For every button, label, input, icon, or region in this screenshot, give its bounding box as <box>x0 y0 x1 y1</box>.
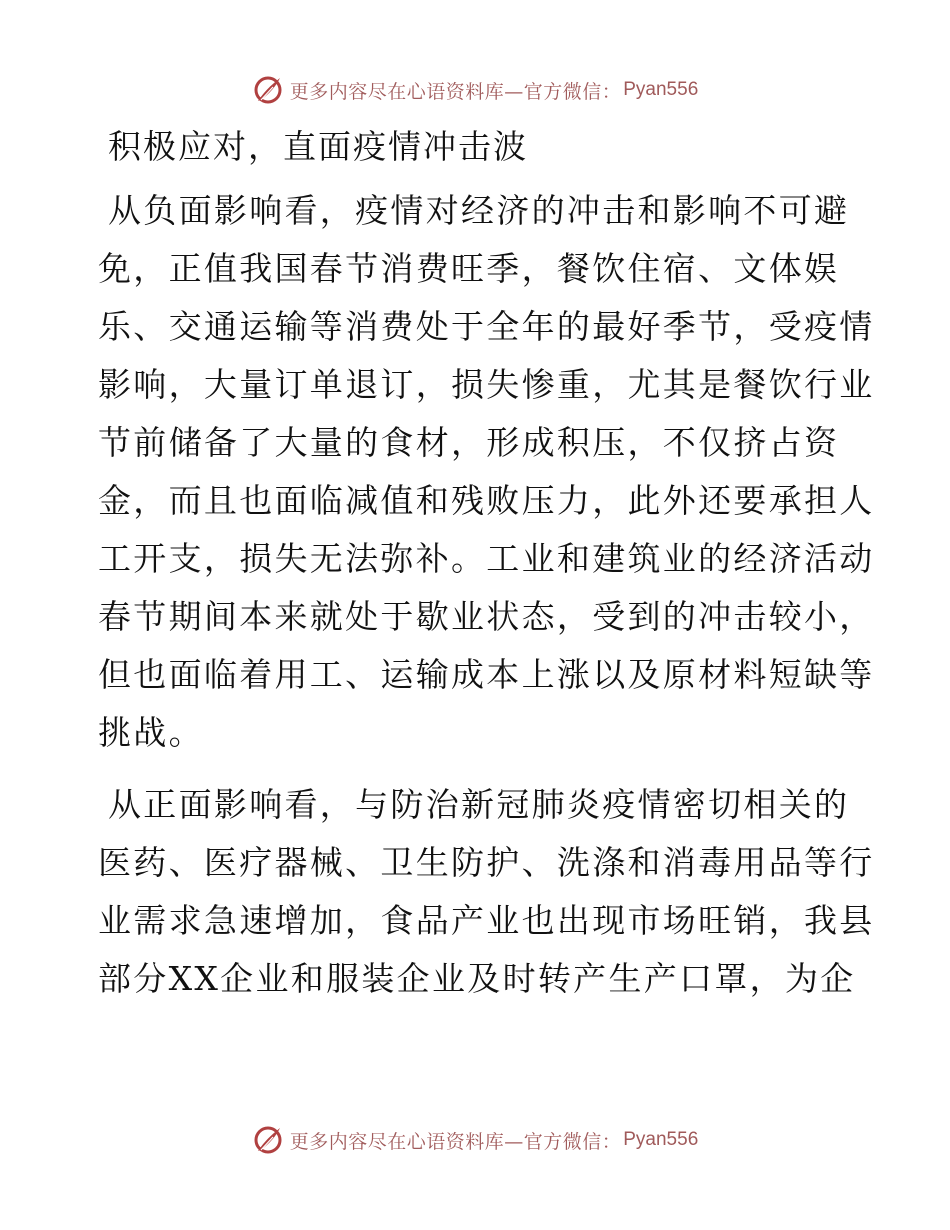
feather-pen-circle-icon <box>252 74 284 106</box>
document-body <box>98 118 875 1022</box>
text-line: 医药、医疗器械、卫生防护、洗涤和消毒用品等行 <box>98 843 875 882</box>
text-line: 业需求急速增加，食品产业也出现市场旺销，我县 <box>98 901 875 940</box>
watermark-account: Pyan556 <box>623 1129 699 1150</box>
text-line: 影响，大量订单退订，损失惨重，尤其是餐饮行业 <box>98 365 875 404</box>
text-line: 挑战。 <box>98 713 204 752</box>
section-heading: 积极应对，直面疫情冲击波 <box>108 127 528 166</box>
watermark-text: 更多内容尽在心语资料库—官方微信： <box>289 80 622 103</box>
text-line: 工开支，损失无法弥补。工业和建筑业的经济活动 <box>98 539 875 578</box>
paragraph-positive-impact <box>98 776 875 1008</box>
text-line: 节前储备了大量的食材，形成积压，不仅挤占资 <box>98 423 840 462</box>
text-line: 免，正值我国春节消费旺季，餐饮住宿、文体娱 <box>98 249 840 288</box>
text-line: 但也面临着用工、运输成本上涨以及原材料短缺等 <box>98 655 875 694</box>
paragraph-negative-impact <box>98 182 875 762</box>
text-line: 春节期间本来就处于歇业状态，受到的冲击较小， <box>98 597 875 636</box>
text-line: 从正面影响看，与防治新冠肺炎疫情密切相关的 <box>108 785 850 824</box>
text-line: 金，而且也面临减值和残败压力，此外还要承担人 <box>98 481 875 520</box>
watermark-account: Pyan556 <box>623 79 699 100</box>
text-line: 从负面影响看，疫情对经济的冲击和影响不可避 <box>108 191 850 230</box>
footer-watermark <box>0 1122 950 1158</box>
text-line: 乐、交通运输等消费处于全年的最好季节，受疫情 <box>98 307 875 346</box>
header-watermark <box>0 72 950 108</box>
feather-pen-circle-icon <box>252 1124 284 1156</box>
text-line: 部分XX企业和服装企业及时转产生产口罩，为企 <box>98 959 856 998</box>
watermark-text: 更多内容尽在心语资料库—官方微信： <box>289 1130 622 1153</box>
